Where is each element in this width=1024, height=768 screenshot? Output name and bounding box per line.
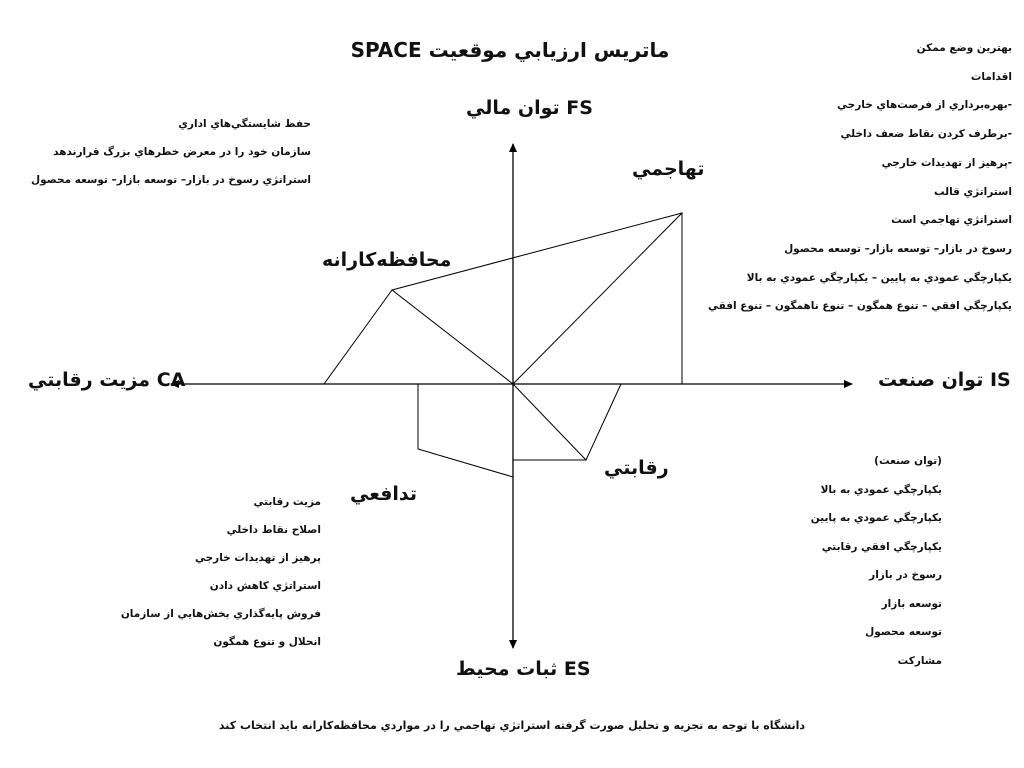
list-item: يكپارچگي افقي رقابتي: [821, 540, 942, 553]
competitive-shape: [513, 384, 621, 460]
list-item: -برطرف كردن نقاط ضعف داخلي: [840, 128, 1012, 141]
list-item: مشاركت: [897, 654, 942, 667]
notes-top-left: [31, 110, 311, 194]
footer-conclusion: دانشگاه با توجه به تجزيه و تحليل صورت گرفته استراتژي تهاجمي را در مواردي محافظه‌كارانه بايد انتخاب كند: [218, 719, 806, 732]
notes-bottom-left: [121, 488, 321, 656]
quadrant-label-competitive: رقابتي: [604, 457, 669, 479]
list-item: سازمان خود را در معرض خطرهاي بزرگ قرارندهد: [53, 146, 311, 158]
list-item: يكپارچگي عمودي به پايين – يكپارچگي عمودي به بالا: [746, 271, 1012, 284]
notes-bottom-right: [811, 447, 942, 675]
list-item: رسوخ در بازار– توسعه بازار– توسعه محصول: [784, 242, 1012, 255]
list-item: اصلاح نقاط داخلي: [226, 524, 321, 536]
quadrant-label-conservative: محافظه‌كارانه: [322, 249, 452, 271]
defensive-shape: [418, 384, 513, 477]
list-item: استراتژي رسوخ در بازار– توسعه بازار– توسعه محصول: [30, 174, 311, 186]
axis-label-top: FS توان مالي: [466, 97, 593, 119]
list-item: پرهيز از تهديدات خارجي: [194, 552, 321, 564]
list-item: -بهره‌برداري از فرصت‌هاي خارجي: [837, 99, 1012, 112]
axis-label-right: IS توان صنعت: [878, 369, 1011, 391]
list-item: يكپارچگي عمودي به پايين: [810, 512, 942, 524]
axis-label-bottom: ES ثبات محيط: [456, 658, 591, 680]
list-item: مزيت رقابتي: [253, 496, 321, 508]
list-item: استراتژي كاهش دادن: [209, 580, 321, 592]
conservative-shape: [324, 290, 513, 384]
quadrant-label-aggressive: تهاجمي: [632, 158, 705, 180]
list-item: يكپارچگي افقي – تنوع همگون – تنوع ناهمگون – تنوع افقي: [707, 300, 1012, 313]
aggressive-shape: [513, 213, 682, 384]
list-item: توسعه بازار: [881, 597, 942, 610]
quadrant-label-defensive: تدافعي: [350, 483, 418, 505]
list-item: رسوخ در بازار: [869, 569, 942, 581]
list-item: استراتژي تهاجمي است: [891, 214, 1012, 227]
list-item: حفظ شايستگي‌هاي اداري: [178, 118, 311, 130]
list-item: انحلال و تنوع همگون: [213, 636, 321, 648]
axis-label-left: CA مزيت رقابتي: [28, 369, 186, 391]
notes-top-right: [708, 34, 1012, 321]
list-item: يكپارچگي عمودي به بالا: [820, 483, 942, 496]
list-item: اقدامات: [970, 70, 1012, 83]
list-item: بهترين وضع ممكن: [916, 42, 1012, 54]
list-item: -پرهيز از تهديدات خارجي: [881, 156, 1012, 169]
list-item: توسعه محصول: [865, 626, 942, 638]
diagram-title: ماتريس ارزيابي موقعيت SPACE: [350, 38, 670, 62]
list-item: فروش پايه‌گذاري بخش‌هايي از سازمان: [120, 608, 321, 620]
list-item: (توان صنعت): [874, 455, 942, 467]
list-item: استراتژي قالب: [934, 185, 1012, 198]
